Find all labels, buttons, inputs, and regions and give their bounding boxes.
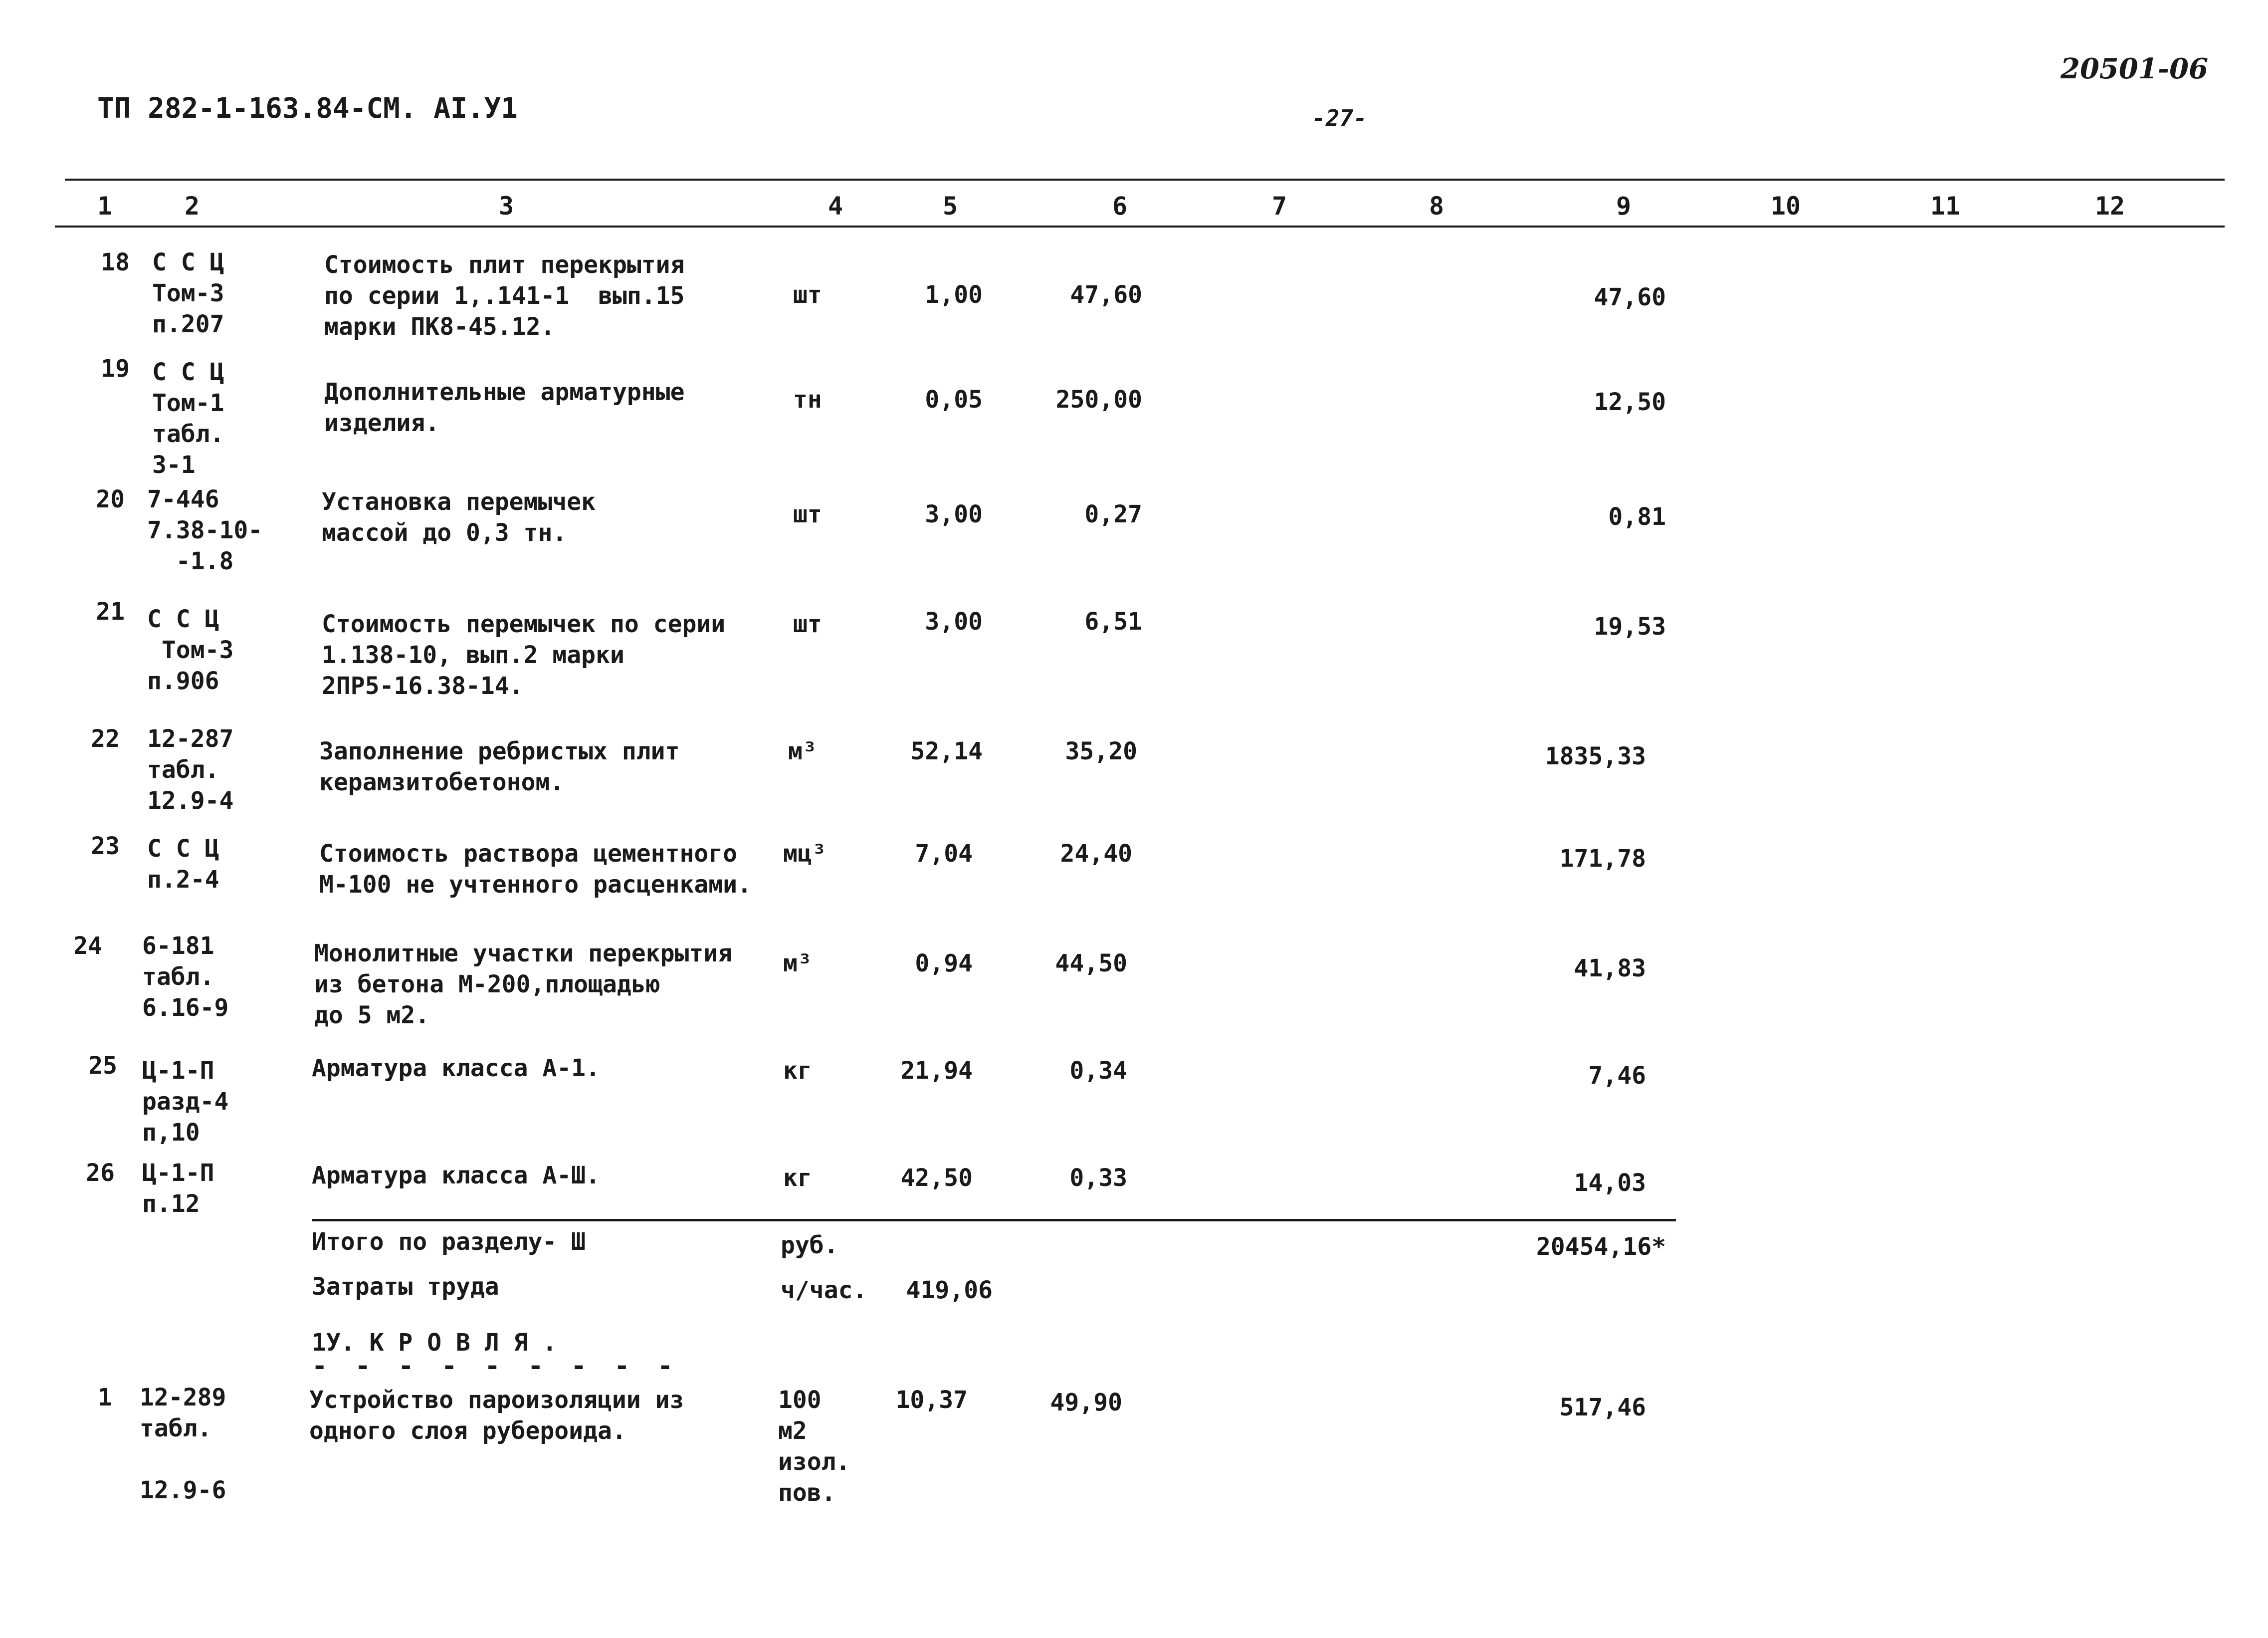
row-price: 44,50 <box>1055 949 1127 977</box>
row-description: Монолитные участки перекрытия из бетона М-200,площадью до 5 м2. <box>314 939 733 1029</box>
row-code: 7-446 7.38-10- -1.8 <box>147 485 263 575</box>
row-total: 47,60 <box>1594 283 1666 311</box>
row-total: 0,81 <box>1608 503 1666 531</box>
row-number: 20 <box>96 485 125 513</box>
row-quantity: 21,94 <box>900 1057 973 1085</box>
row-total: 41,83 <box>1574 954 1646 982</box>
row-price: 0,27 <box>1084 500 1142 528</box>
row-number: 26 <box>86 1159 115 1187</box>
row-price: 0,34 <box>1069 1057 1127 1085</box>
row-total: 1835,33 <box>1545 742 1646 770</box>
subtotal-rule <box>312 1219 1676 1221</box>
row-total: 19,53 <box>1594 613 1666 641</box>
col-number: 7 <box>1271 192 1287 221</box>
row-quantity: 0,94 <box>915 949 973 977</box>
row-quantity: 7,04 <box>915 840 973 868</box>
row-quantity: 1,00 <box>925 281 983 309</box>
row-price: 250,00 <box>1055 386 1142 414</box>
table-header-rule <box>55 226 2225 228</box>
row-number: 24 <box>73 932 102 960</box>
row-price: 35,20 <box>1065 737 1137 765</box>
row-unit: м³ <box>788 737 817 765</box>
row-total: 7,46 <box>1588 1062 1646 1090</box>
section-title: 1У. К Р О В Л Я . <box>312 1329 557 1357</box>
row-description: Заполнение ребристых плит керамзитобетоном. <box>319 737 680 796</box>
col-number: 11 <box>1930 192 1961 221</box>
row-unit: шт <box>793 281 822 309</box>
row-description: Установка перемычек массой до 0,3 тн. <box>322 488 596 547</box>
page-number: -27- <box>1312 105 1367 132</box>
labor-label: Затраты труда <box>312 1273 499 1301</box>
subtotal-label: Итого по разделу- Ш <box>312 1228 586 1256</box>
row-unit: тн <box>793 386 822 414</box>
row-code: С С Ц Том-1 табл. 3-1 <box>152 358 224 479</box>
row-quantity: 3,00 <box>925 608 983 636</box>
table-top-rule <box>65 179 2225 181</box>
row-description: Арматура класса А-1. <box>312 1054 600 1082</box>
row-code: Ц-1-П разд-4 п,10 <box>142 1057 229 1147</box>
row-code: 6-181 табл. 6.16-9 <box>142 932 229 1022</box>
row-number: 19 <box>101 355 130 383</box>
row-unit: кг <box>783 1057 812 1085</box>
row-code: 12-287 табл. 12.9-4 <box>147 725 234 815</box>
col-number: 6 <box>1112 192 1128 221</box>
col-number: 5 <box>942 192 958 221</box>
row-number: 1 <box>98 1384 112 1411</box>
row-quantity: 3,00 <box>925 500 983 528</box>
row-number: 21 <box>96 598 125 626</box>
row-quantity: 0,05 <box>925 386 983 414</box>
row-unit: кг <box>783 1164 812 1192</box>
row-code: 12-289 табл. 12.9-6 <box>140 1384 226 1504</box>
row-total: 14,03 <box>1574 1169 1646 1197</box>
row-quantity: 52,14 <box>910 737 983 765</box>
col-number: 12 <box>2094 192 2125 221</box>
row-total: 517,46 <box>1559 1394 1646 1421</box>
subtotal-unit: руб. <box>781 1231 838 1259</box>
row-total: 12,50 <box>1594 388 1666 416</box>
row-description: Стоимость перемычек по серии 1.138-10, вып.2 марки 2ПР5-16.38-14. <box>322 610 726 700</box>
row-price: 49,90 <box>1050 1389 1122 1416</box>
col-number: 9 <box>1616 192 1632 221</box>
col-number: 3 <box>498 192 514 221</box>
subtotal-total: 20454,16* <box>1536 1233 1666 1261</box>
row-description: Устройство пароизоляции из одного слоя рубероида. <box>309 1386 684 1445</box>
labor-unit: ч/час. <box>781 1276 867 1304</box>
row-description: Стоимость плит перекрытия по серии 1,.141-1 вып.15 марки ПК8-45.12. <box>324 251 685 341</box>
col-number: 1 <box>97 192 113 221</box>
row-unit: шт <box>793 500 822 528</box>
row-description: Дополнительные арматурные изделия. <box>324 378 685 437</box>
row-code: С С Ц п.2-4 <box>147 835 219 894</box>
row-price: 47,60 <box>1070 281 1142 309</box>
row-unit: шт <box>793 610 822 638</box>
col-number: 4 <box>827 192 843 221</box>
archive-number: 20501-06 <box>2061 52 2208 85</box>
col-number: 8 <box>1429 192 1444 221</box>
row-price: 6,51 <box>1084 608 1142 636</box>
labor-quantity: 419,06 <box>906 1276 993 1304</box>
row-number: 23 <box>91 832 120 860</box>
row-number: 18 <box>101 248 130 276</box>
row-price: 0,33 <box>1069 1164 1127 1192</box>
row-description: Стоимость раствора цементного М-100 не учтенного расценками. <box>319 840 752 899</box>
row-unit: м³ <box>783 949 812 977</box>
row-unit: 100 м2 изол. пов. <box>778 1386 850 1507</box>
row-number: 25 <box>88 1052 117 1080</box>
col-number: 2 <box>184 192 200 221</box>
document-code: ТП 282-1-163.84-СМ. АI.У1 <box>97 92 518 125</box>
row-description: Арматура класса А-Ш. <box>312 1162 600 1189</box>
row-quantity: 42,50 <box>900 1164 973 1192</box>
row-code: Ц-1-П п.12 <box>142 1159 214 1218</box>
col-number: 10 <box>1770 192 1801 221</box>
row-number: 22 <box>91 725 120 753</box>
row-total: 171,78 <box>1559 845 1646 873</box>
row-unit: мц³ <box>783 840 826 868</box>
row-code: С С Ц Том-3 п.906 <box>147 605 234 695</box>
row-code: С С Ц Том-3 п.207 <box>152 248 224 338</box>
row-price: 24,40 <box>1060 840 1132 868</box>
section-underline: - - - - - - - - - <box>312 1351 679 1381</box>
row-quantity: 10,37 <box>895 1386 968 1414</box>
